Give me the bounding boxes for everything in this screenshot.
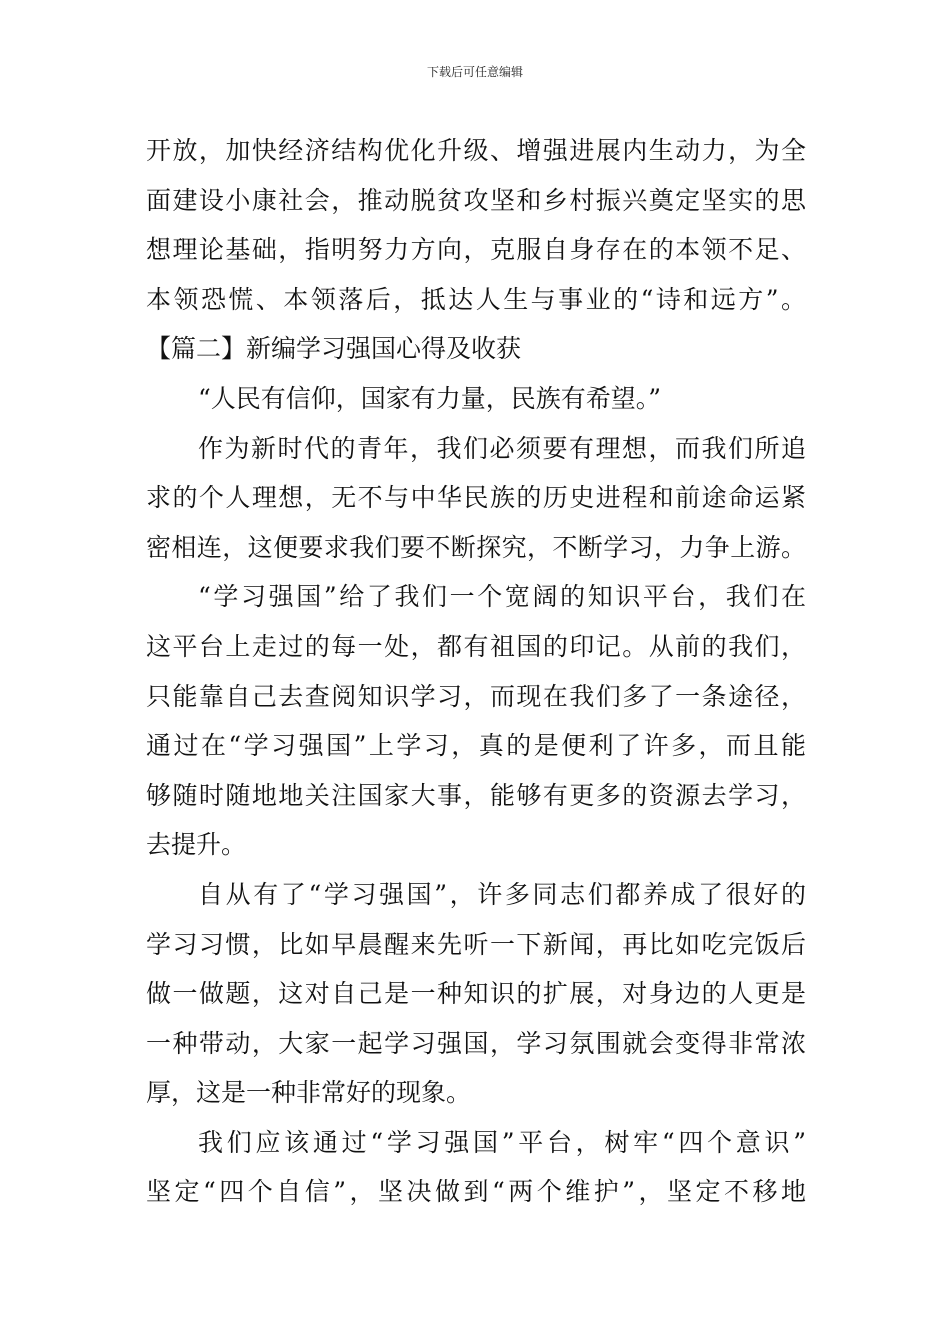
text-line: “人民有信仰，国家有力量，民族有希望。” [198, 383, 662, 413]
text-line: 学习习惯，比如早晨醒来先听一下新闻，再比如吃完饭后 [146, 929, 806, 959]
section-heading: 【篇二】新编学习强国心得及收获 [146, 334, 522, 364]
text-line: 自从有了“学习强国”，许多同志们都养成了很好的 [198, 879, 806, 909]
text-line: 通过在“学习强国”上学习，真的是便利了许多，而且能 [146, 731, 806, 761]
text-line: “学习强国”给了我们一个宽阔的知识平台，我们在 [198, 582, 806, 612]
text-line: 厚，这是一种非常好的现象。 [146, 1078, 472, 1108]
page-header-note: 下载后可任意编辑 [426, 65, 523, 79]
text-line: 想理论基础，指明努力方向，克服自身存在的本领不足、 [146, 235, 806, 265]
text-line: 面建设小康社会，推动脱贫攻坚和乡村振兴奠定坚实的思 [146, 185, 806, 215]
text-line: 这平台上走过的每一处，都有祖国的印记。从前的我们， [146, 631, 806, 661]
text-line: 开放，加快经济结构优化升级、增强进展内生动力，为全 [146, 136, 806, 165]
text-line: 坚定“四个自信”，坚决做到“两个维护”，坚定不移地 [146, 1177, 806, 1207]
text-line: 作为新时代的青年，我们必须要有理想，而我们所追 [198, 433, 806, 463]
text-line: 求的个人理想，无不与中华民族的历史进程和前途命运紧 [146, 483, 806, 513]
text-line: 只能靠自己去查阅知识学习，而现在我们多了一条途径， [146, 681, 806, 711]
document-body [146, 126, 806, 1217]
text-line: 密相连，这便要求我们要不断探究，不断学习，力争上游。 [146, 532, 806, 562]
text-line: 本领恐慌、本领落后，抵达人生与事业的“诗和远方”。 [146, 284, 806, 314]
text-line: 够随时随地地关注国家大事，能够有更多的资源去学习， [146, 780, 806, 810]
text-line: 我们应该通过“学习强国”平台，树牢“四个意识” [198, 1127, 806, 1157]
text-line: 一种带动，大家一起学习强国，学习氛围就会变得非常浓 [146, 1028, 806, 1058]
text-line: 去提升。 [146, 830, 247, 860]
text-line: 做一做题，这对自己是一种知识的扩展，对身边的人更是 [146, 979, 806, 1009]
